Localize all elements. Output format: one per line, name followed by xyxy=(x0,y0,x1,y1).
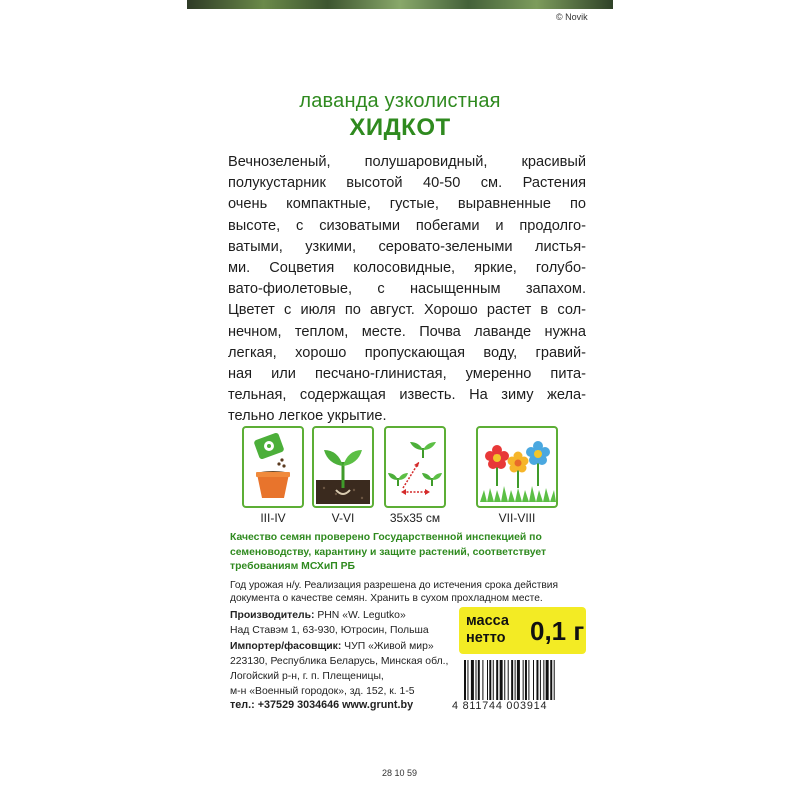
description-line: нечном, теплом, месте. Почва лаванде нужна xyxy=(228,323,586,340)
description xyxy=(228,152,586,428)
quality-line: семеноводству, карантину и защите растений, соответствует xyxy=(230,546,547,558)
contact-line: тел.: +37529 3034646 www.grunt.by xyxy=(230,699,414,711)
description-line: тельно легкое укрытие. xyxy=(228,408,387,425)
lot-number: 28 10 59 xyxy=(382,768,418,778)
barcode-number: 4 811744 003914 xyxy=(452,700,548,712)
quality-notice xyxy=(230,531,580,575)
flowers-icon xyxy=(476,426,558,508)
harvest-line: Год урожая н/у. Реализация разрешена до истечения срока действия xyxy=(230,580,558,591)
quality-line: Качество семян проверено Государственной инспекцией по xyxy=(230,532,542,543)
producer-label: Производитель: xyxy=(230,610,315,621)
description-line: полукустарник высотой 40-50 см. Растения xyxy=(228,175,586,192)
importer-line xyxy=(230,639,470,654)
icon-caption: 35x35 см xyxy=(389,511,441,525)
spacing-icon xyxy=(384,426,446,508)
growing-icons xyxy=(242,426,562,526)
importer-label: Импортер/фасовщик: xyxy=(230,640,342,652)
importer-address-line: Логойский р-н, г. п. Плещеницы, xyxy=(230,671,384,683)
producer-address: Над Ставэм 1, 63-930, Ютросин, Польша xyxy=(230,625,429,637)
mass-value: 0,1 г xyxy=(530,616,585,646)
description-line: легкая, хорошо пропускающая воду, гравий- xyxy=(228,344,586,361)
icon-column-spacing xyxy=(384,426,446,525)
mass-label-2: нетто xyxy=(466,630,506,646)
description-line: ми. Соцветия колосовидные, яркие, голубо- xyxy=(228,260,586,277)
producer-line xyxy=(230,608,470,623)
product-photo-strip xyxy=(187,0,613,9)
importer-address-line: 223130, Республика Беларусь, Минская обл., xyxy=(230,655,449,667)
importer-address-line: м-н «Военный городок», зд. 152, к. 1-5 xyxy=(230,686,415,698)
producer-info xyxy=(230,608,470,700)
icon-column-seedling xyxy=(312,426,374,525)
producer-name: PHN «W. Legutko» xyxy=(314,610,406,621)
description-line: очень компактные, густые, выравненные по xyxy=(228,196,586,213)
seedling-icon xyxy=(312,426,374,508)
description-line: ватыми, узкими, серовато-зелеными листья- xyxy=(228,238,586,255)
sowing-pot-icon xyxy=(242,426,304,508)
icon-caption: VII-VIII xyxy=(498,511,536,525)
quality-line: требованиям МСХиП РБ xyxy=(230,561,356,572)
description-line: Вечнозеленый, полушаровидный, красивый xyxy=(228,154,586,170)
mass-label-1: масса xyxy=(466,613,509,629)
importer-name: ЧУП «Живой мир» xyxy=(341,640,434,652)
net-mass-badge xyxy=(459,607,586,654)
icon-column-flowers xyxy=(476,426,538,525)
description-line: высоте, с сизоватыми побегами и продолго- xyxy=(228,217,586,234)
harvest-line: документа о качестве семян. Хранить в сухом прохладном месте. xyxy=(230,593,543,604)
description-line: тельная, содержащая известь. На зиму жела- xyxy=(228,387,586,404)
product-subtitle: лаванда узколистная xyxy=(299,90,501,112)
icon-caption: III-IV xyxy=(260,511,286,525)
description-line: вато-фиолетовые, с насыщенным запахом. xyxy=(228,281,586,298)
copyright: © Novik xyxy=(556,12,588,22)
description-line: ная или песчано-глинистая, умеренно пита- xyxy=(228,366,586,383)
product-title: ХИДКОТ xyxy=(349,114,451,141)
description-line: Цветет с июля по август. Хорошо растет в сол- xyxy=(228,302,586,319)
harvest-notice xyxy=(230,579,590,605)
icon-caption: V-VI xyxy=(331,511,355,525)
icon-column-sowing xyxy=(242,426,304,525)
